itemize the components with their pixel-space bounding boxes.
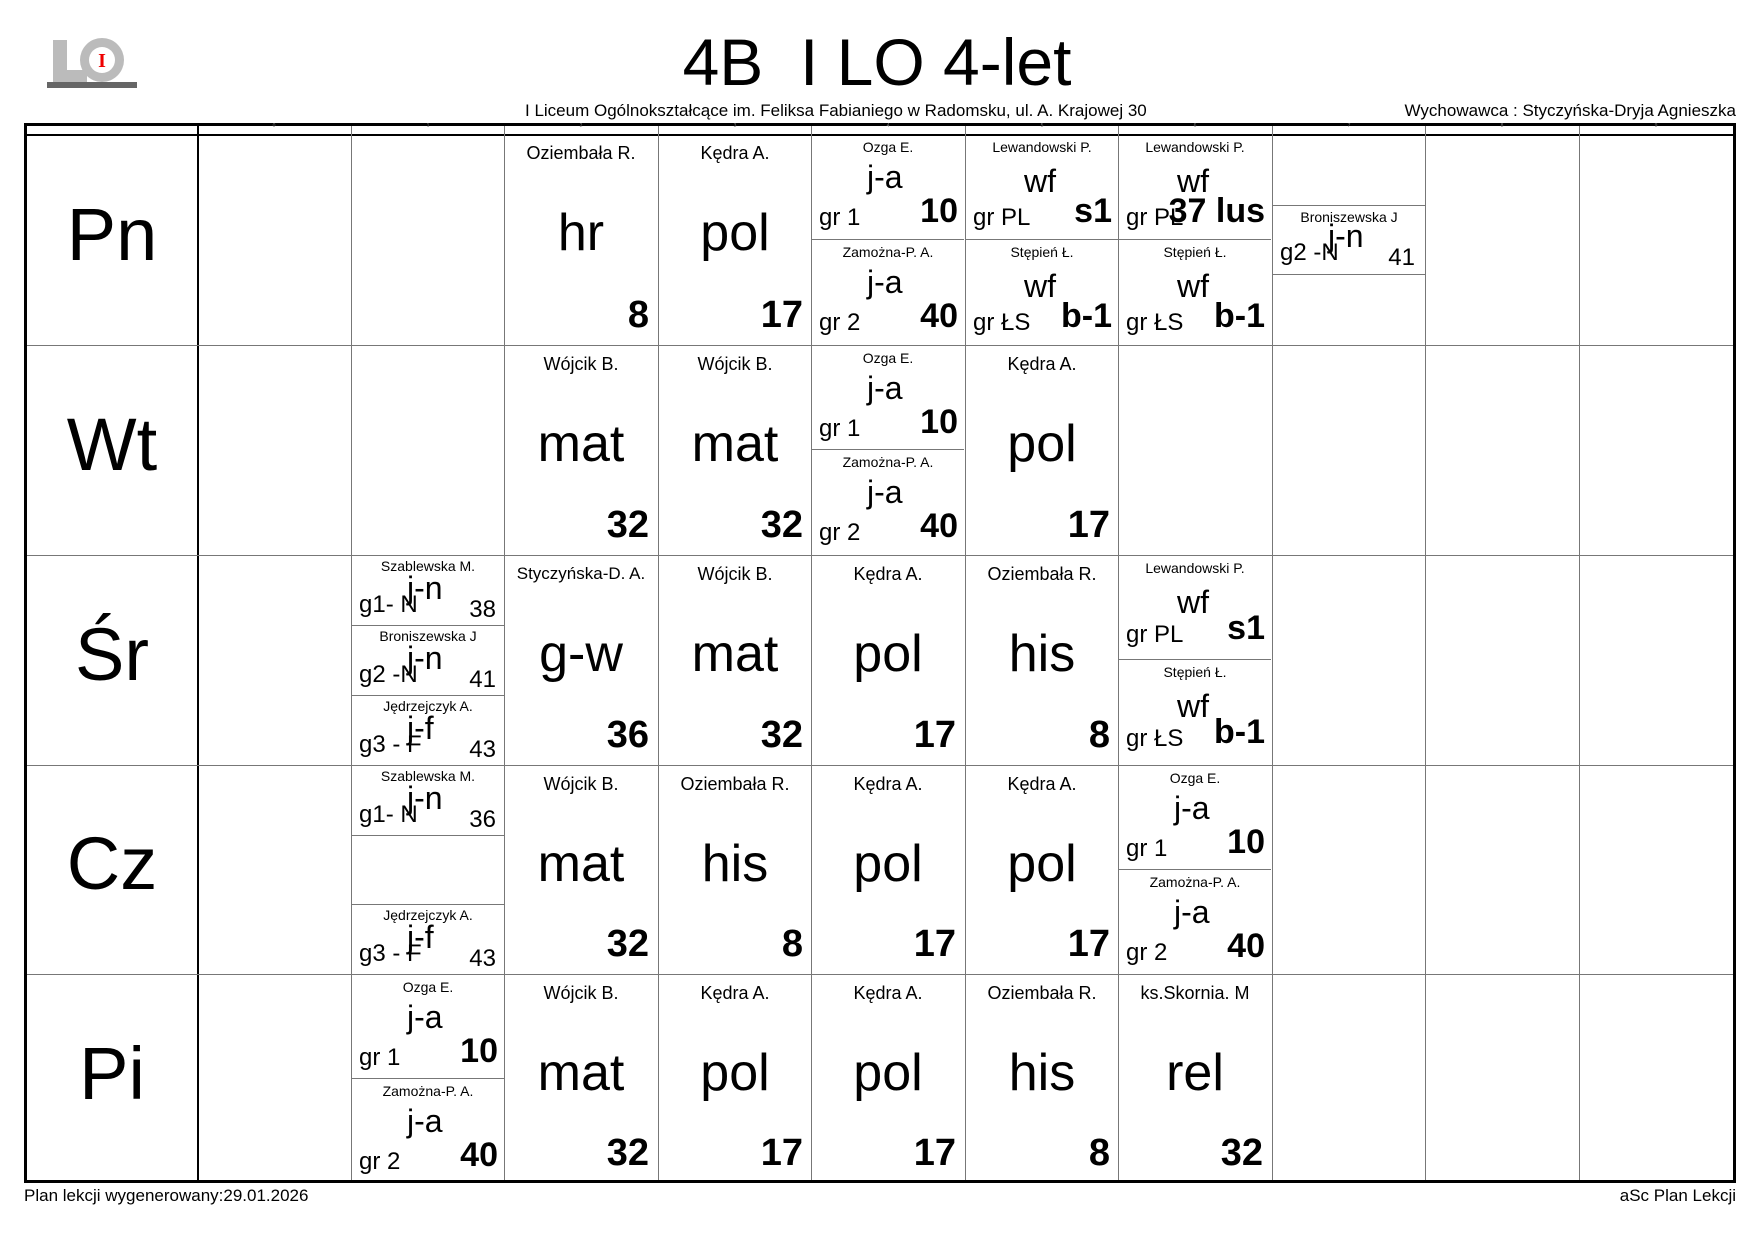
teacher-name: Wójcik B. bbox=[543, 354, 619, 374]
group-lesson[interactable] bbox=[352, 975, 504, 1078]
group-name: gr 2 bbox=[819, 519, 861, 546]
teacher-name: Kędra A. bbox=[700, 983, 770, 1003]
group-lesson[interactable] bbox=[1119, 870, 1271, 974]
group-name: gr PL bbox=[1126, 204, 1184, 231]
room-number: 10 bbox=[460, 1032, 498, 1070]
subject-name: g-w bbox=[539, 625, 623, 683]
teacher-name: Kędra A. bbox=[700, 143, 770, 163]
page-title: 4B I LO 4-let bbox=[682, 25, 1072, 99]
room-number: b-1 bbox=[1061, 297, 1112, 335]
teacher-name: Kędra A. bbox=[853, 564, 923, 584]
room-number: 38 bbox=[469, 596, 496, 623]
teacher-name: Kędra A. bbox=[1007, 354, 1077, 374]
lesson-cell[interactable] bbox=[505, 346, 657, 555]
teacher-name: Lewandowski P. bbox=[992, 139, 1092, 155]
teacher-name: Stępień Ł. bbox=[1163, 244, 1227, 260]
teacher-name: Broniszewska J bbox=[379, 628, 477, 644]
teacher-name: Ozga E. bbox=[862, 139, 914, 155]
subject-name: j-a bbox=[407, 1103, 443, 1139]
period-number: 8 bbox=[1500, 123, 1504, 129]
group-name: gr 2 bbox=[1126, 939, 1168, 966]
timetable-grid bbox=[24, 123, 1736, 1183]
room-number: 17 bbox=[913, 714, 956, 756]
subject-name: j-a bbox=[1174, 894, 1210, 930]
group-name: gr 1 bbox=[359, 1044, 401, 1071]
day-label-friday: Pi bbox=[79, 1032, 145, 1115]
room-number: 37 lus bbox=[1168, 192, 1265, 230]
teacher-name: Zamożna-P. A. bbox=[842, 454, 934, 470]
teacher-name: Zamożna-P. A. bbox=[1149, 874, 1241, 890]
room-number: 40 bbox=[1227, 927, 1265, 965]
subject-name: hr bbox=[557, 204, 605, 262]
room-number: 8 bbox=[1088, 714, 1110, 756]
room-number: 10 bbox=[920, 192, 958, 230]
room-number: 41 bbox=[1388, 244, 1415, 271]
room-number: 17 bbox=[1067, 504, 1110, 546]
group-lesson[interactable] bbox=[1119, 660, 1271, 765]
subject-name: j-n bbox=[1328, 218, 1364, 254]
group-lesson[interactable] bbox=[352, 1079, 504, 1183]
group-name: gr 1 bbox=[1126, 835, 1168, 862]
group-lesson[interactable] bbox=[352, 556, 504, 625]
logo-mark: I bbox=[98, 50, 106, 72]
subject-name: pol bbox=[853, 1044, 923, 1102]
period-number: 4 bbox=[886, 123, 890, 129]
group-lesson[interactable] bbox=[812, 135, 964, 239]
period-number: 9 bbox=[1654, 123, 1658, 129]
lesson-cell[interactable] bbox=[1119, 975, 1271, 1183]
teacher-name: Szablewska M. bbox=[380, 768, 476, 784]
lesson-cell[interactable] bbox=[659, 346, 811, 555]
teacher-name: Wójcik B. bbox=[543, 774, 619, 794]
group-name: g2 -N bbox=[1280, 239, 1339, 266]
lesson-cell[interactable] bbox=[812, 975, 964, 1183]
period-number: 3 bbox=[733, 123, 737, 129]
group-name: gr ŁS bbox=[1126, 725, 1184, 752]
room-number: 17 bbox=[760, 294, 803, 336]
room-number: 43 bbox=[469, 736, 496, 763]
room-number: b-1 bbox=[1214, 713, 1265, 751]
room-number: 32 bbox=[760, 504, 803, 546]
lesson-cell[interactable] bbox=[812, 766, 964, 974]
room-number: 17 bbox=[913, 1132, 956, 1174]
room-number: 8 bbox=[1088, 1132, 1110, 1174]
software-credit: aSc Plan Lekcji bbox=[1619, 1186, 1736, 1205]
subject-name: wf bbox=[1024, 268, 1056, 304]
teacher-name: Jędrzejczyk A. bbox=[383, 907, 473, 923]
lesson-cell[interactable] bbox=[966, 975, 1118, 1183]
teacher-name: Jędrzejczyk A. bbox=[383, 698, 473, 714]
teacher-name: Ozga E. bbox=[862, 350, 914, 366]
subject-name: his bbox=[701, 835, 769, 893]
day-label-wednesday: Śr bbox=[75, 613, 149, 696]
subject-name: j-a bbox=[867, 264, 903, 300]
teacher-name: Ozga E. bbox=[402, 979, 454, 995]
day-label-tuesday: Wt bbox=[66, 403, 158, 486]
group-name: gr PL bbox=[1126, 621, 1184, 648]
period-number: 1 bbox=[426, 123, 430, 129]
room-number: 43 bbox=[469, 945, 496, 972]
subject-name: pol bbox=[1007, 835, 1077, 893]
room-number: 8 bbox=[781, 923, 803, 965]
subject-name: j-a bbox=[867, 159, 903, 195]
room-number: 32 bbox=[606, 504, 649, 546]
room-number: 32 bbox=[1220, 1132, 1263, 1174]
teacher-name: Lewandowski P. bbox=[1145, 560, 1245, 576]
subject-name: j-a bbox=[1174, 790, 1210, 826]
group-name: g2 -N bbox=[359, 661, 418, 688]
room-number: 17 bbox=[1067, 923, 1110, 965]
room-number: s1 bbox=[1227, 609, 1265, 647]
lesson-cell[interactable] bbox=[812, 556, 964, 765]
lesson-cell[interactable] bbox=[659, 975, 811, 1183]
teacher-name: Zamożna-P. A. bbox=[382, 1083, 474, 1099]
room-number: 17 bbox=[913, 923, 956, 965]
group-name: gr ŁS bbox=[973, 309, 1031, 336]
group-name: gr 2 bbox=[819, 309, 861, 336]
subject-name: rel bbox=[1166, 1044, 1224, 1102]
subject-name: mat bbox=[537, 415, 625, 473]
day-label-thursday: Cz bbox=[66, 822, 158, 905]
period-number: 5 bbox=[1040, 123, 1044, 129]
teacher-name: Broniszewska J bbox=[1300, 209, 1398, 225]
period-number: 2 bbox=[579, 123, 583, 129]
period-number: 6 bbox=[1193, 123, 1197, 129]
subject-name: j-n bbox=[407, 570, 443, 606]
group-lesson[interactable] bbox=[1119, 766, 1271, 869]
subject-name: j-a bbox=[867, 370, 903, 406]
teacher-name: Wójcik B. bbox=[697, 564, 773, 584]
group-lesson[interactable] bbox=[352, 626, 504, 695]
room-number: 40 bbox=[920, 297, 958, 335]
group-name: gr 1 bbox=[819, 415, 861, 442]
teacher-name: Ozga E. bbox=[1169, 770, 1221, 786]
room-number: 8 bbox=[627, 294, 649, 336]
group-lesson[interactable] bbox=[812, 346, 964, 449]
group-lesson[interactable] bbox=[966, 240, 1118, 345]
subject-name: j-n bbox=[407, 640, 443, 676]
lesson-cell[interactable] bbox=[505, 135, 657, 345]
class-teacher: Wychowawca : Styczyńska-Dryja Agnieszka bbox=[1404, 101, 1736, 120]
lesson-cell[interactable] bbox=[505, 975, 657, 1183]
teacher-name: Styczyńska-D. A. bbox=[516, 564, 646, 583]
subject-name: mat bbox=[537, 1044, 625, 1102]
teacher-name: Oziembała R. bbox=[526, 143, 636, 163]
subject-name: mat bbox=[691, 625, 779, 683]
subject-name: mat bbox=[537, 835, 625, 893]
group-lesson[interactable] bbox=[812, 450, 964, 555]
subject-name: j-n bbox=[407, 780, 443, 816]
group-name: g3 - F bbox=[359, 731, 422, 758]
lesson-cell[interactable] bbox=[505, 766, 657, 974]
subject-name: wf bbox=[1177, 688, 1209, 724]
teacher-name: Stępień Ł. bbox=[1010, 244, 1074, 260]
teacher-name: Lewandowski P. bbox=[1145, 139, 1245, 155]
room-number: 40 bbox=[920, 507, 958, 545]
lesson-cell[interactable] bbox=[966, 766, 1118, 974]
subject-name: j-f bbox=[407, 919, 434, 955]
room-number: 36 bbox=[469, 806, 496, 833]
group-lesson[interactable] bbox=[812, 240, 964, 345]
teacher-name: Stępień Ł. bbox=[1163, 664, 1227, 680]
teacher-name: Oziembała R. bbox=[680, 774, 790, 794]
period-number: 7 bbox=[1347, 123, 1351, 129]
group-lesson[interactable] bbox=[966, 135, 1118, 239]
period-number: 0 bbox=[272, 123, 276, 129]
room-number: b-1 bbox=[1214, 297, 1265, 335]
school-name: I Liceum Ogólnokształcące im. Feliksa Fabianiego w Radomsku, ul. A. Krajowej 30 bbox=[525, 101, 1147, 120]
subject-name: pol bbox=[700, 204, 770, 262]
room-number: 10 bbox=[1227, 823, 1265, 861]
teacher-name: Kędra A. bbox=[1007, 774, 1077, 794]
teacher-name: Kędra A. bbox=[853, 983, 923, 1003]
subject-name: wf bbox=[1177, 584, 1209, 620]
teacher-name: ks.Skornia. M bbox=[1140, 983, 1250, 1003]
teacher-name: Oziembała R. bbox=[987, 983, 1097, 1003]
lesson-cell[interactable] bbox=[505, 556, 657, 765]
subject-name: pol bbox=[853, 835, 923, 893]
subject-name: j-f bbox=[407, 710, 434, 746]
subject-name: wf bbox=[1177, 268, 1209, 304]
subject-name: wf bbox=[1024, 163, 1056, 199]
subject-name: pol bbox=[1007, 415, 1077, 473]
lesson-cell[interactable] bbox=[966, 556, 1118, 765]
teacher-name: Oziembała R. bbox=[987, 564, 1097, 584]
subject-name: his bbox=[1008, 625, 1076, 683]
lesson-cell[interactable] bbox=[659, 135, 811, 345]
group-lesson[interactable] bbox=[352, 766, 504, 835]
room-number: 10 bbox=[920, 403, 958, 441]
room-number: 36 bbox=[606, 714, 649, 756]
room-number: 32 bbox=[606, 923, 649, 965]
subject-name: his bbox=[1008, 1044, 1076, 1102]
group-lesson[interactable] bbox=[352, 696, 504, 765]
lesson-cell[interactable] bbox=[966, 346, 1118, 555]
teacher-name: Wójcik B. bbox=[697, 354, 773, 374]
group-name: gr 1 bbox=[819, 204, 861, 231]
room-number: s1 bbox=[1074, 192, 1112, 230]
subject-name: mat bbox=[691, 415, 779, 473]
lesson-cell[interactable] bbox=[659, 556, 811, 765]
group-lesson[interactable] bbox=[1119, 135, 1271, 239]
subject-name: j-a bbox=[407, 999, 443, 1035]
group-name: g3 - F bbox=[359, 940, 422, 967]
subject-name: wf bbox=[1177, 163, 1209, 199]
day-label-monday: Pn bbox=[66, 193, 158, 276]
group-name: gr 2 bbox=[359, 1148, 401, 1175]
subject-name: j-a bbox=[867, 474, 903, 510]
teacher-name: Szablewska M. bbox=[380, 558, 476, 574]
group-name: gr PL bbox=[973, 204, 1031, 231]
teacher-name: Zamożna-P. A. bbox=[842, 244, 934, 260]
subject-name: pol bbox=[700, 1044, 770, 1102]
group-name: g1- N bbox=[359, 591, 418, 618]
room-number: 40 bbox=[460, 1136, 498, 1174]
room-number: 32 bbox=[760, 714, 803, 756]
group-lesson[interactable] bbox=[1119, 556, 1271, 659]
group-name: g1- N bbox=[359, 801, 418, 828]
group-lesson[interactable] bbox=[352, 905, 504, 974]
subject-name: pol bbox=[853, 625, 923, 683]
group-lesson[interactable] bbox=[1119, 240, 1271, 345]
group-name: gr ŁS bbox=[1126, 309, 1184, 336]
room-number: 41 bbox=[469, 666, 496, 693]
teacher-name: Wójcik B. bbox=[543, 983, 619, 1003]
teacher-name: Kędra A. bbox=[853, 774, 923, 794]
lesson-cell[interactable] bbox=[659, 766, 811, 974]
room-number: 32 bbox=[606, 1132, 649, 1174]
generated-date: Plan lekcji wygenerowany:29.01.2026 bbox=[24, 1186, 309, 1205]
group-lesson[interactable] bbox=[1273, 206, 1425, 274]
room-number: 17 bbox=[760, 1132, 803, 1174]
